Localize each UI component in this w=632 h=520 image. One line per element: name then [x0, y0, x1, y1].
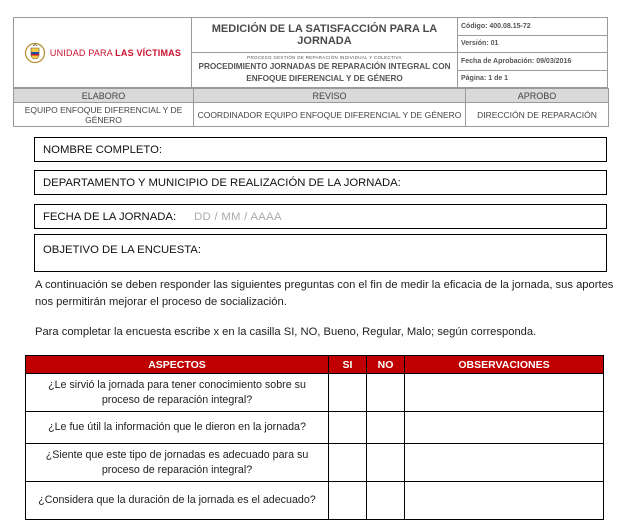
no-checkbox-cell[interactable] — [367, 412, 405, 444]
aspects-table — [25, 355, 604, 520]
title-cell — [192, 18, 458, 88]
elaboro-value: EQUIPO ENFOQUE DIFERENCIAL Y DE GÉNERO — [14, 103, 194, 127]
version: Versión: 01 — [458, 35, 608, 53]
question-cell: ¿Le fue útil la información que le dieron en la jornada? — [26, 412, 329, 444]
logo-text: UNIDAD PARA LAS VÍCTIMAS — [49, 47, 182, 58]
no-header: NO — [367, 356, 405, 374]
fecha-label: FECHA DE LA JORNADA: — [43, 210, 177, 223]
departamento-field[interactable] — [34, 170, 607, 195]
fecha-field[interactable] — [34, 204, 607, 229]
approvals-table — [13, 88, 609, 127]
table-row — [26, 482, 604, 520]
no-checkbox-cell[interactable] — [367, 374, 405, 412]
nombre-label: NOMBRE COMPLETO: — [43, 143, 163, 156]
process-name: PROCESO GESTIÓN DE REPARACIÓN INDIVIDUAL Y COLECTIVA — [247, 54, 402, 60]
reviso-value: COORDINADOR EQUIPO ENFOQUE DIFERENCIAL Y DE GÉNERO — [194, 103, 466, 127]
si-checkbox-cell[interactable] — [329, 374, 367, 412]
reviso-label: REVISO — [194, 89, 466, 103]
approval-date: Fecha de Aprobación: 09/03/2016 — [458, 53, 608, 71]
question-cell: ¿Siente que este tipo de jornadas es adecuado para su proceso de reparación integral? — [26, 444, 329, 482]
logo-cell — [14, 18, 192, 88]
observaciones-cell[interactable] — [405, 482, 604, 520]
si-checkbox-cell[interactable] — [329, 412, 367, 444]
coat-of-arms-icon — [24, 42, 46, 64]
question-cell: ¿Le sirvió la jornada para tener conocimiento sobre su proceso de reparación integral? — [26, 374, 329, 412]
page-number: Página: 1 de 1 — [458, 70, 608, 87]
instructions-paragraph: Para completar la encuesta escribe x en la casilla SI, NO, Bueno, Regular, Malo; según corresponda. — [35, 326, 537, 338]
no-checkbox-cell[interactable] — [367, 444, 405, 482]
table-row — [26, 374, 604, 412]
intro-paragraph: A continuación se deben responder las siguientes preguntas con el fin de medir la eficacia de la jornada, sus aportes nos permitirán mejorar el proceso de socialización. — [35, 279, 614, 308]
observaciones-cell[interactable] — [405, 412, 604, 444]
observaciones-cell[interactable] — [405, 374, 604, 412]
unidad-victimas-logo — [14, 42, 191, 64]
table-row — [26, 412, 604, 444]
objetivo-field[interactable] — [34, 234, 607, 272]
nombre-field[interactable] — [34, 137, 607, 162]
document-title: MEDICIÓN DE LA SATISFACCIÓN PARA LA JORNADA — [192, 19, 457, 53]
table-row — [26, 444, 604, 482]
observaciones-header: OBSERVACIONES — [405, 356, 604, 374]
departamento-label: DEPARTAMENTO Y MUNICIPIO DE REALIZACIÓN DE LA JORNADA: — [43, 176, 401, 189]
document-header — [13, 17, 608, 88]
codigo: Código: 400.08.15-72 — [458, 18, 608, 36]
procedure-name: PROCEDIMIENTO JORNADAS DE REPARACIÓN INTEGRAL CON ENFOQUE DIFERENCIAL Y DE GÉNERO — [198, 61, 451, 83]
no-checkbox-cell[interactable] — [367, 482, 405, 520]
objetivo-label: OBJETIVO DE LA ENCUESTA: — [43, 244, 201, 256]
aprobo-label: APROBO — [466, 89, 609, 103]
aprobo-value: DIRECCIÓN DE REPARACIÓN — [466, 103, 609, 127]
question-cell: ¿Considera que la duración de la jornada es el adecuado? — [26, 482, 329, 520]
si-checkbox-cell[interactable] — [329, 444, 367, 482]
si-checkbox-cell[interactable] — [329, 482, 367, 520]
observaciones-cell[interactable] — [405, 444, 604, 482]
si-header: SI — [329, 356, 367, 374]
elaboro-label: ELABORO — [14, 89, 194, 103]
fecha-placeholder: DD / MM / AAAA — [194, 210, 282, 223]
aspectos-header: ASPECTOS — [26, 356, 329, 374]
